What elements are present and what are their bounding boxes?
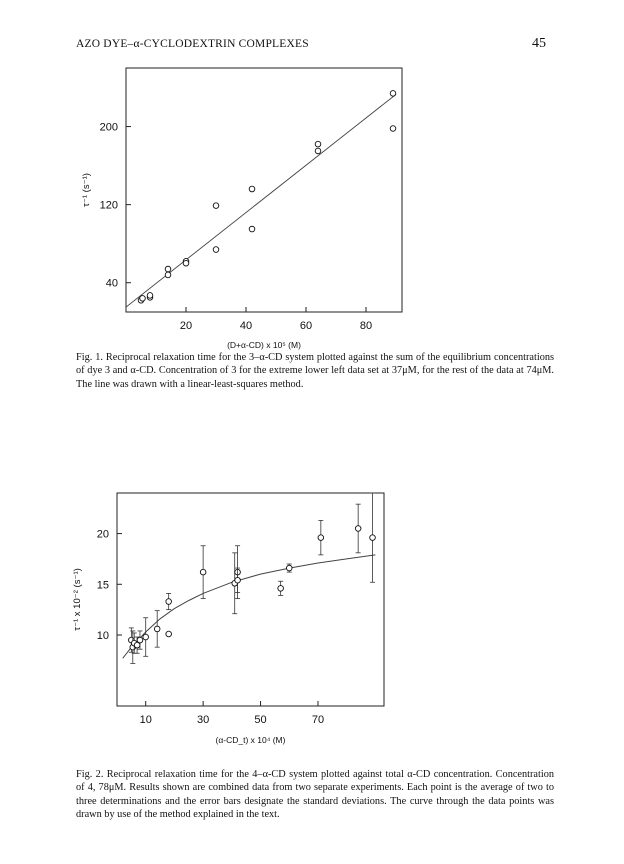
y-tick-label: 200: [99, 121, 118, 134]
figure-2-caption-label: Fig. 2.: [76, 769, 104, 780]
x-tick-label: 10: [139, 714, 152, 726]
x-tick-label: 80: [359, 320, 373, 332]
x-tick-label: 30: [197, 714, 210, 726]
data-point: [355, 526, 361, 532]
data-point: [318, 535, 324, 541]
y-tick-label: 15: [96, 579, 109, 592]
y-axis-label: τ⁻¹ (s⁻¹): [81, 173, 92, 207]
x-tick-label: 20: [179, 320, 193, 332]
x-tick-label: 60: [299, 320, 313, 332]
plot-frame: [117, 493, 384, 706]
data-point: [137, 637, 143, 643]
x-tick-label: 50: [254, 714, 267, 726]
fit-curve: [123, 555, 376, 658]
data-point: [235, 577, 241, 583]
data-point: [166, 599, 172, 605]
x-axis-label: (α-CD_t) x 10⁴ (M): [215, 735, 286, 745]
page-number: 45: [532, 36, 546, 51]
data-point: [286, 565, 292, 571]
x-tick-label: 40: [239, 320, 253, 332]
x-axis-label: (D+α-CD) x 10⁵ (M): [227, 340, 301, 350]
data-point: [370, 535, 376, 541]
y-tick-label: 120: [99, 199, 118, 212]
data-point: [143, 634, 149, 640]
data-point: [200, 569, 206, 575]
figure-1-caption-text: Reciprocal relaxation time for the 3–α-CD system plotted against the sum of the equilibrium concentrations of dye 3 and α-CD. Concentration of 3 for the extreme lower left data set at 37μM, for the rest of the data at 74μM. The line was drawn with a linear-least-squares method.: [76, 352, 555, 390]
running-title: AZO DYE–α-CYCLODEXTRIN COMPLEXES: [76, 38, 309, 50]
y-tick-label: 10: [96, 630, 109, 642]
data-point: [166, 631, 172, 637]
y-tick-label: 20: [96, 528, 109, 541]
x-tick-label: 70: [311, 714, 325, 726]
data-point: [278, 586, 284, 592]
figure-2-caption-text: Reciprocal relaxation time for the 4–α-CD system plotted against total α-CD concentration. Concentration of 4, 78μM. Results shown are combined data from two separate experiments. Each point is the average of two to three determinations and the error bars designate the standard deviations. The curve through the data points was drawn by use of the method explained in the text.: [76, 769, 555, 821]
figure-1-caption-label: Fig. 1.: [76, 352, 103, 363]
y-tick-label: 40: [105, 277, 118, 290]
data-point: [154, 626, 160, 632]
y-axis-label: τ⁻¹ x 10⁻² (s⁻¹): [72, 568, 83, 631]
figure-2-caption: [76, 768, 554, 822]
